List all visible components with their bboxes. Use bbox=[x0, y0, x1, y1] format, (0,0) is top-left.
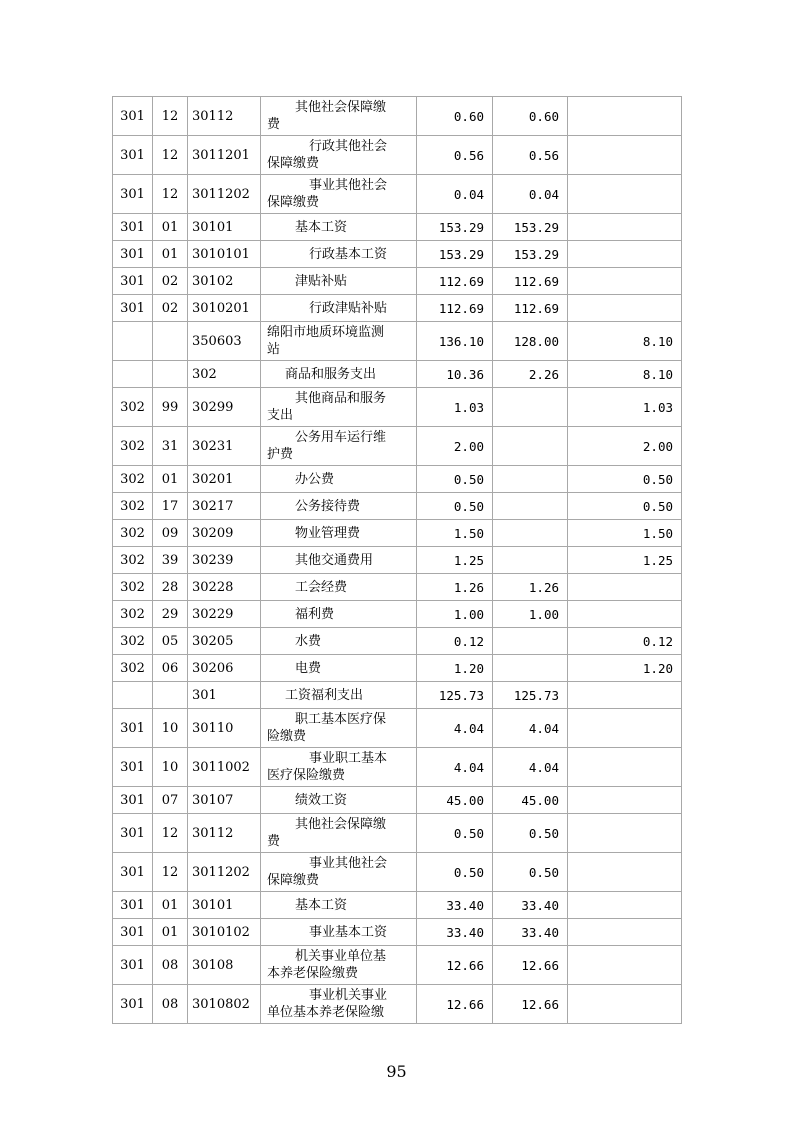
project-expenditure-cell: 0.50 bbox=[568, 466, 682, 493]
subject-code-cell: 3011201 bbox=[188, 136, 261, 175]
table-row bbox=[113, 466, 682, 493]
item-code-cell: 99 bbox=[153, 388, 188, 427]
basic-expenditure-cell: 112.69 bbox=[493, 295, 568, 322]
table-row bbox=[113, 601, 682, 628]
class-code-cell: 302 bbox=[113, 574, 153, 601]
class-code-cell: 302 bbox=[113, 547, 153, 574]
subject-name-cell bbox=[261, 709, 417, 748]
class-code-cell: 302 bbox=[113, 520, 153, 547]
class-code-cell: 301 bbox=[113, 814, 153, 853]
subject-name-cell bbox=[261, 892, 417, 919]
class-code-cell: 301 bbox=[113, 709, 153, 748]
subject-name-cell bbox=[261, 655, 417, 682]
item-code-cell: 01 bbox=[153, 466, 188, 493]
project-expenditure-cell bbox=[568, 748, 682, 787]
subject-name-line: 电费 bbox=[295, 660, 322, 676]
subject-name-line: 费 bbox=[267, 834, 281, 849]
table-row bbox=[113, 853, 682, 892]
project-expenditure-cell: 1.20 bbox=[568, 655, 682, 682]
class-code-cell: 301 bbox=[113, 919, 153, 946]
subject-name-line: 行政基本工资 bbox=[309, 246, 388, 262]
subject-code-cell: 3011202 bbox=[188, 175, 261, 214]
total-amount-cell: 1.03 bbox=[417, 388, 493, 427]
total-amount-cell: 0.50 bbox=[417, 853, 493, 892]
basic-expenditure-cell bbox=[493, 493, 568, 520]
class-code-cell: 301 bbox=[113, 853, 153, 892]
subject-name-line: 行政津贴补贴 bbox=[309, 300, 388, 316]
item-code-cell: 01 bbox=[153, 214, 188, 241]
item-code-cell: 31 bbox=[153, 427, 188, 466]
subject-code-cell: 30205 bbox=[188, 628, 261, 655]
total-amount-cell: 153.29 bbox=[417, 214, 493, 241]
table-row bbox=[113, 322, 682, 361]
total-amount-cell: 136.10 bbox=[417, 322, 493, 361]
basic-expenditure-cell: 0.50 bbox=[493, 853, 568, 892]
item-code-cell: 08 bbox=[153, 985, 188, 1024]
subject-name-line: 绵阳市地质环境监测 bbox=[267, 325, 385, 340]
subject-name-cell bbox=[261, 175, 417, 214]
basic-expenditure-cell: 4.04 bbox=[493, 748, 568, 787]
class-code-cell: 301 bbox=[113, 946, 153, 985]
subject-code-cell: 3010101 bbox=[188, 241, 261, 268]
subject-code-cell: 302 bbox=[188, 361, 261, 388]
item-code-cell: 28 bbox=[153, 574, 188, 601]
item-code-cell: 29 bbox=[153, 601, 188, 628]
class-code-cell: 302 bbox=[113, 466, 153, 493]
subject-name-cell bbox=[261, 628, 417, 655]
subject-name-line: 公务用车运行维 bbox=[295, 430, 387, 445]
subject-name-cell bbox=[261, 985, 417, 1024]
total-amount-cell: 45.00 bbox=[417, 787, 493, 814]
item-code-cell bbox=[153, 322, 188, 361]
subject-name-line: 保障缴费 bbox=[267, 156, 320, 171]
table-row bbox=[113, 574, 682, 601]
subject-code-cell: 301 bbox=[188, 682, 261, 709]
item-code-cell bbox=[153, 361, 188, 388]
subject-name-line: 其他社会保障缴 bbox=[295, 100, 387, 115]
table-row bbox=[113, 748, 682, 787]
subject-name-line: 单位基本养老保险缴 bbox=[267, 1005, 385, 1020]
subject-code-cell: 30107 bbox=[188, 787, 261, 814]
item-code-cell: 02 bbox=[153, 268, 188, 295]
table-row bbox=[113, 427, 682, 466]
table-row bbox=[113, 985, 682, 1024]
basic-expenditure-cell: 4.04 bbox=[493, 709, 568, 748]
subject-name-cell bbox=[261, 520, 417, 547]
project-expenditure-cell: 1.25 bbox=[568, 547, 682, 574]
subject-name-line: 事业其他社会 bbox=[309, 856, 388, 871]
basic-expenditure-cell: 45.00 bbox=[493, 787, 568, 814]
subject-name-line: 费 bbox=[267, 117, 281, 132]
class-code-cell: 302 bbox=[113, 493, 153, 520]
subject-code-cell: 3010201 bbox=[188, 295, 261, 322]
subject-name-cell bbox=[261, 853, 417, 892]
total-amount-cell: 125.73 bbox=[417, 682, 493, 709]
total-amount-cell: 153.29 bbox=[417, 241, 493, 268]
subject-name-line: 基本工资 bbox=[295, 219, 348, 235]
subject-name-cell bbox=[261, 682, 417, 709]
basic-expenditure-cell: 2.26 bbox=[493, 361, 568, 388]
project-expenditure-cell: 8.10 bbox=[568, 361, 682, 388]
subject-name-cell bbox=[261, 97, 417, 136]
project-expenditure-cell bbox=[568, 214, 682, 241]
class-code-cell: 301 bbox=[113, 214, 153, 241]
basic-expenditure-cell bbox=[493, 520, 568, 547]
item-code-cell: 10 bbox=[153, 748, 188, 787]
class-code-cell: 302 bbox=[113, 601, 153, 628]
table-row bbox=[113, 214, 682, 241]
total-amount-cell: 2.00 bbox=[417, 427, 493, 466]
subject-name-line: 事业机关事业 bbox=[309, 988, 388, 1003]
subject-code-cell: 3010802 bbox=[188, 985, 261, 1024]
basic-expenditure-cell: 128.00 bbox=[493, 322, 568, 361]
item-code-cell: 01 bbox=[153, 919, 188, 946]
basic-expenditure-cell: 1.00 bbox=[493, 601, 568, 628]
class-code-cell bbox=[113, 361, 153, 388]
subject-name-line: 险缴费 bbox=[267, 729, 307, 744]
basic-expenditure-cell: 12.66 bbox=[493, 985, 568, 1024]
subject-name-line: 物业管理费 bbox=[295, 525, 361, 541]
subject-name-line: 福利费 bbox=[295, 606, 335, 622]
project-expenditure-cell bbox=[568, 787, 682, 814]
table-row bbox=[113, 628, 682, 655]
total-amount-cell: 12.66 bbox=[417, 946, 493, 985]
table-row bbox=[113, 97, 682, 136]
item-code-cell: 07 bbox=[153, 787, 188, 814]
total-amount-cell: 1.20 bbox=[417, 655, 493, 682]
project-expenditure-cell bbox=[568, 682, 682, 709]
subject-name-cell bbox=[261, 295, 417, 322]
item-code-cell: 08 bbox=[153, 946, 188, 985]
item-code-cell: 05 bbox=[153, 628, 188, 655]
table-row bbox=[113, 682, 682, 709]
item-code-cell: 12 bbox=[153, 136, 188, 175]
subject-code-cell: 30206 bbox=[188, 655, 261, 682]
subject-name-line: 公务接待费 bbox=[295, 498, 361, 514]
total-amount-cell: 33.40 bbox=[417, 892, 493, 919]
subject-name-cell bbox=[261, 388, 417, 427]
item-code-cell: 17 bbox=[153, 493, 188, 520]
item-code-cell: 12 bbox=[153, 175, 188, 214]
table-row bbox=[113, 268, 682, 295]
subject-name-cell bbox=[261, 814, 417, 853]
table-row bbox=[113, 136, 682, 175]
subject-name-line: 其他商品和服务 bbox=[295, 391, 387, 406]
item-code-cell: 02 bbox=[153, 295, 188, 322]
subject-name-cell bbox=[261, 601, 417, 628]
project-expenditure-cell: 1.03 bbox=[568, 388, 682, 427]
project-expenditure-cell bbox=[568, 241, 682, 268]
subject-name-cell bbox=[261, 268, 417, 295]
subject-name-cell bbox=[261, 946, 417, 985]
subject-name-cell bbox=[261, 787, 417, 814]
class-code-cell: 301 bbox=[113, 295, 153, 322]
subject-name-line: 水费 bbox=[295, 633, 322, 649]
project-expenditure-cell bbox=[568, 574, 682, 601]
total-amount-cell: 1.25 bbox=[417, 547, 493, 574]
item-code-cell: 01 bbox=[153, 892, 188, 919]
subject-code-cell: 30108 bbox=[188, 946, 261, 985]
subject-name-line: 绩效工资 bbox=[295, 792, 348, 808]
subject-name-line: 其他社会保障缴 bbox=[295, 817, 387, 832]
item-code-cell: 12 bbox=[153, 814, 188, 853]
item-code-cell: 10 bbox=[153, 709, 188, 748]
total-amount-cell: 1.26 bbox=[417, 574, 493, 601]
project-expenditure-cell bbox=[568, 814, 682, 853]
total-amount-cell: 1.00 bbox=[417, 601, 493, 628]
subject-code-cell: 350603 bbox=[188, 322, 261, 361]
total-amount-cell: 4.04 bbox=[417, 709, 493, 748]
item-code-cell: 09 bbox=[153, 520, 188, 547]
subject-name-cell bbox=[261, 547, 417, 574]
table-row bbox=[113, 295, 682, 322]
subject-name-line: 行政其他社会 bbox=[309, 139, 388, 154]
table-row bbox=[113, 655, 682, 682]
class-code-cell: 301 bbox=[113, 787, 153, 814]
subject-name-cell bbox=[261, 427, 417, 466]
total-amount-cell: 10.36 bbox=[417, 361, 493, 388]
table-row bbox=[113, 361, 682, 388]
subject-name-cell bbox=[261, 241, 417, 268]
subject-name-line: 津贴补贴 bbox=[295, 273, 348, 289]
basic-expenditure-cell bbox=[493, 388, 568, 427]
subject-name-cell bbox=[261, 214, 417, 241]
project-expenditure-cell bbox=[568, 919, 682, 946]
class-code-cell: 301 bbox=[113, 268, 153, 295]
project-expenditure-cell: 0.50 bbox=[568, 493, 682, 520]
total-amount-cell: 4.04 bbox=[417, 748, 493, 787]
subject-code-cell: 30231 bbox=[188, 427, 261, 466]
subject-name-line: 事业基本工资 bbox=[309, 924, 388, 940]
item-code-cell: 12 bbox=[153, 853, 188, 892]
subject-name-line: 机关事业单位基 bbox=[295, 949, 387, 964]
table-row bbox=[113, 919, 682, 946]
project-expenditure-cell bbox=[568, 892, 682, 919]
total-amount-cell: 0.50 bbox=[417, 493, 493, 520]
class-code-cell bbox=[113, 322, 153, 361]
basic-expenditure-cell bbox=[493, 547, 568, 574]
subject-name-cell bbox=[261, 493, 417, 520]
class-code-cell: 302 bbox=[113, 388, 153, 427]
basic-expenditure-cell: 0.04 bbox=[493, 175, 568, 214]
class-code-cell: 301 bbox=[113, 97, 153, 136]
basic-expenditure-cell: 0.60 bbox=[493, 97, 568, 136]
item-code-cell bbox=[153, 682, 188, 709]
subject-name-line: 站 bbox=[267, 342, 281, 357]
project-expenditure-cell: 8.10 bbox=[568, 322, 682, 361]
subject-name-line: 办公费 bbox=[295, 471, 335, 487]
subject-name-line: 商品和服务支出 bbox=[285, 366, 377, 382]
subject-code-cell: 30101 bbox=[188, 214, 261, 241]
total-amount-cell: 112.69 bbox=[417, 295, 493, 322]
total-amount-cell: 1.50 bbox=[417, 520, 493, 547]
page-number: 95 bbox=[386, 1062, 407, 1081]
subject-name-line: 保障缴费 bbox=[267, 195, 320, 210]
basic-expenditure-cell bbox=[493, 655, 568, 682]
subject-code-cell: 30201 bbox=[188, 466, 261, 493]
basic-expenditure-cell: 33.40 bbox=[493, 919, 568, 946]
basic-expenditure-cell bbox=[493, 427, 568, 466]
subject-code-cell: 30112 bbox=[188, 814, 261, 853]
project-expenditure-cell bbox=[568, 985, 682, 1024]
total-amount-cell: 0.56 bbox=[417, 136, 493, 175]
basic-expenditure-cell: 125.73 bbox=[493, 682, 568, 709]
item-code-cell: 01 bbox=[153, 241, 188, 268]
total-amount-cell: 0.60 bbox=[417, 97, 493, 136]
table-row bbox=[113, 547, 682, 574]
class-code-cell: 302 bbox=[113, 655, 153, 682]
table-row bbox=[113, 388, 682, 427]
subject-code-cell: 3011202 bbox=[188, 853, 261, 892]
project-expenditure-cell bbox=[568, 268, 682, 295]
subject-name-line: 本养老保险缴费 bbox=[267, 966, 359, 981]
basic-expenditure-cell bbox=[493, 466, 568, 493]
subject-name-cell bbox=[261, 466, 417, 493]
item-code-cell: 39 bbox=[153, 547, 188, 574]
table-row bbox=[113, 493, 682, 520]
table-row bbox=[113, 520, 682, 547]
class-code-cell bbox=[113, 682, 153, 709]
project-expenditure-cell bbox=[568, 601, 682, 628]
subject-code-cell: 3011002 bbox=[188, 748, 261, 787]
project-expenditure-cell bbox=[568, 97, 682, 136]
subject-code-cell: 30209 bbox=[188, 520, 261, 547]
basic-expenditure-cell: 0.50 bbox=[493, 814, 568, 853]
total-amount-cell: 0.12 bbox=[417, 628, 493, 655]
table-row bbox=[113, 787, 682, 814]
basic-expenditure-cell: 153.29 bbox=[493, 214, 568, 241]
project-expenditure-cell: 0.12 bbox=[568, 628, 682, 655]
project-expenditure-cell bbox=[568, 853, 682, 892]
total-amount-cell: 12.66 bbox=[417, 985, 493, 1024]
subject-name-line: 医疗保险缴费 bbox=[267, 768, 346, 783]
subject-name-line: 其他交通费用 bbox=[295, 552, 374, 568]
total-amount-cell: 0.04 bbox=[417, 175, 493, 214]
total-amount-cell: 33.40 bbox=[417, 919, 493, 946]
subject-name-line: 基本工资 bbox=[295, 897, 348, 913]
total-amount-cell: 112.69 bbox=[417, 268, 493, 295]
table-row bbox=[113, 892, 682, 919]
subject-code-cell: 30112 bbox=[188, 97, 261, 136]
basic-expenditure-cell: 112.69 bbox=[493, 268, 568, 295]
subject-code-cell: 30217 bbox=[188, 493, 261, 520]
basic-expenditure-cell bbox=[493, 628, 568, 655]
table-row bbox=[113, 241, 682, 268]
table-row bbox=[113, 175, 682, 214]
subject-name-cell bbox=[261, 748, 417, 787]
project-expenditure-cell bbox=[568, 175, 682, 214]
project-expenditure-cell bbox=[568, 295, 682, 322]
basic-expenditure-cell: 153.29 bbox=[493, 241, 568, 268]
subject-code-cell: 30102 bbox=[188, 268, 261, 295]
item-code-cell: 12 bbox=[153, 97, 188, 136]
subject-name-cell bbox=[261, 574, 417, 601]
subject-code-cell: 30101 bbox=[188, 892, 261, 919]
class-code-cell: 301 bbox=[113, 241, 153, 268]
table-row bbox=[113, 814, 682, 853]
subject-name-cell bbox=[261, 322, 417, 361]
subject-name-line: 工资福利支出 bbox=[285, 687, 364, 703]
basic-expenditure-cell: 12.66 bbox=[493, 946, 568, 985]
class-code-cell: 301 bbox=[113, 175, 153, 214]
project-expenditure-cell: 2.00 bbox=[568, 427, 682, 466]
subject-name-line: 事业职工基本 bbox=[309, 751, 388, 766]
table-row bbox=[113, 946, 682, 985]
class-code-cell: 301 bbox=[113, 136, 153, 175]
project-expenditure-cell bbox=[568, 946, 682, 985]
project-expenditure-cell: 1.50 bbox=[568, 520, 682, 547]
total-amount-cell: 0.50 bbox=[417, 814, 493, 853]
basic-expenditure-cell: 1.26 bbox=[493, 574, 568, 601]
subject-code-cell: 30299 bbox=[188, 388, 261, 427]
subject-code-cell: 30239 bbox=[188, 547, 261, 574]
table-row bbox=[113, 709, 682, 748]
class-code-cell: 301 bbox=[113, 748, 153, 787]
subject-code-cell: 3010102 bbox=[188, 919, 261, 946]
budget-expenditure-table bbox=[112, 96, 682, 1024]
subject-code-cell: 30229 bbox=[188, 601, 261, 628]
subject-name-line: 护费 bbox=[267, 447, 294, 462]
subject-name-line: 事业其他社会 bbox=[309, 178, 388, 193]
project-expenditure-cell bbox=[568, 136, 682, 175]
subject-code-cell: 30228 bbox=[188, 574, 261, 601]
item-code-cell: 06 bbox=[153, 655, 188, 682]
subject-name-line: 保障缴费 bbox=[267, 873, 320, 888]
basic-expenditure-cell: 33.40 bbox=[493, 892, 568, 919]
subject-name-line: 工会经费 bbox=[295, 579, 348, 595]
total-amount-cell: 0.50 bbox=[417, 466, 493, 493]
subject-name-cell bbox=[261, 136, 417, 175]
subject-name-cell bbox=[261, 361, 417, 388]
table-body bbox=[113, 97, 682, 1024]
basic-expenditure-cell: 0.56 bbox=[493, 136, 568, 175]
subject-name-line: 职工基本医疗保 bbox=[295, 712, 387, 727]
project-expenditure-cell bbox=[568, 709, 682, 748]
class-code-cell: 302 bbox=[113, 427, 153, 466]
class-code-cell: 301 bbox=[113, 985, 153, 1024]
subject-code-cell: 30110 bbox=[188, 709, 261, 748]
class-code-cell: 302 bbox=[113, 628, 153, 655]
subject-name-cell bbox=[261, 919, 417, 946]
class-code-cell: 301 bbox=[113, 892, 153, 919]
subject-name-line: 支出 bbox=[267, 408, 294, 423]
